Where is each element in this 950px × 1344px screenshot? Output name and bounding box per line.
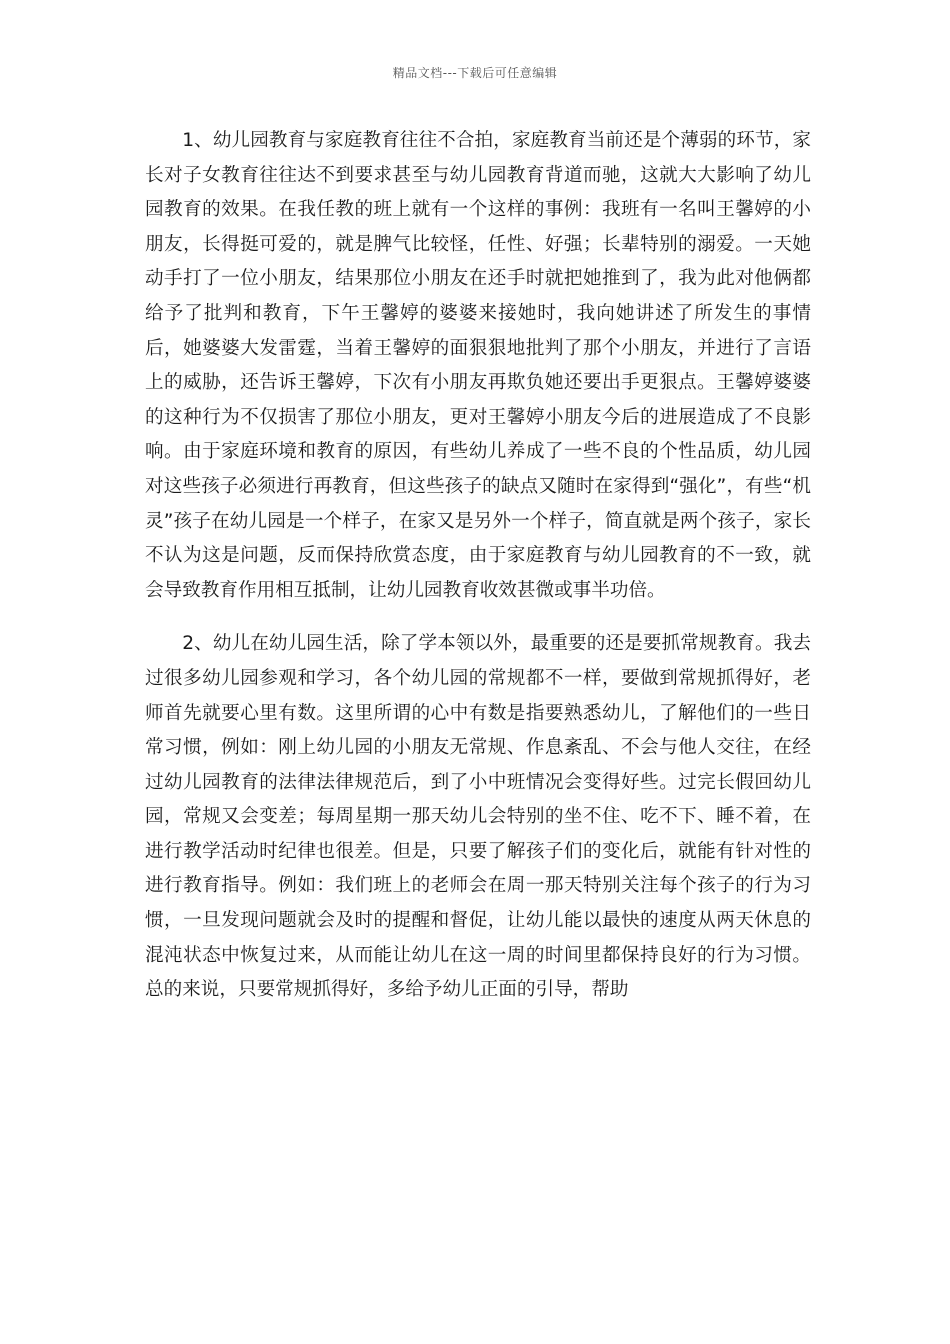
page-header: 精品文档---下载后可任意编辑 bbox=[392, 66, 558, 80]
document-body bbox=[145, 124, 811, 1008]
paragraph-1: 1、幼儿园教育与家庭教育往往不合拍，家庭教育当前还是个薄弱的环节，家长对子女教育往往达不到要求甚至与幼儿园教育背道而驰，这就大大影响了幼儿园教育的效果。在我任教的班上就有一个这样的事例：我班有一名叫王馨婷的小朋友，长得挺可爱的，就是脾气比较怪，任性、好强；长辈特别的溺爱。一天她动手打了一位小朋友，结果那位小朋友在还手时就把她推到了，我为此对他俩都给予了批判和教育，下午王馨婷的婆婆来接她时，我向她讲述了所发生的事情后，她婆婆大发雷霆，当着王馨婷的面狠狠地批判了那个小朋友，并进行了言语上的威胁，还告诉王馨婷，下次有小朋友再欺负她还要出手更狠点。王馨婷婆婆的这种行为不仅损害了那位小朋友，更对王馨婷小朋友今后的进展造成了不良影响。由于家庭环境和教育的原因，有些幼儿养成了一些不良的个性品质，幼儿园对这些孩子必须进行再教育，但这些孩子的缺点又随时在家得到“强化”，有些“机灵”孩子在幼儿园是一个样子，在家又是另外一个样子，简直就是两个孩子，家长不认为这是问题，反而保持欣赏态度，由于家庭教育与幼儿园教育的不一致，就会导致教育作用相互抵制，让幼儿园教育收效甚微或事半功倍。 bbox=[145, 130, 811, 601]
paragraph-2: 2、幼儿在幼儿园生活，除了学本领以外，最重要的还是要抓常规教育。我去过很多幼儿园参观和学习，各个幼儿园的常规都不一样，要做到常规抓得好，老师首先就要心里有数。这里所谓的心中有数是指要熟悉幼儿，了解他们的一些日常习惯，例如：刚上幼儿园的小朋友无常规、作息紊乱、不会与他人交往，在经过幼儿园教育的法律法律规范后，到了小中班情况会变得好些。过完长假回幼儿园，常规又会变差；每周星期一那天幼儿会特别的坐不住、吃不下、睡不着，在进行教学活动时纪律也很差。但是，只要了解孩子们的变化后，就能有针对性的进行教育指导。例如：我们班上的老师会在周一那天特别关注每个孩子的行为习惯，一旦发现问题就会及时的提醒和督促，让幼儿能以最快的速度从两天休息的混沌状态中恢复过来，从而能让幼儿在这一周的时间里都保持良好的行为习惯。总的来说，只要常规抓得好，多给予幼儿正面的引导，帮助 bbox=[145, 633, 811, 1001]
